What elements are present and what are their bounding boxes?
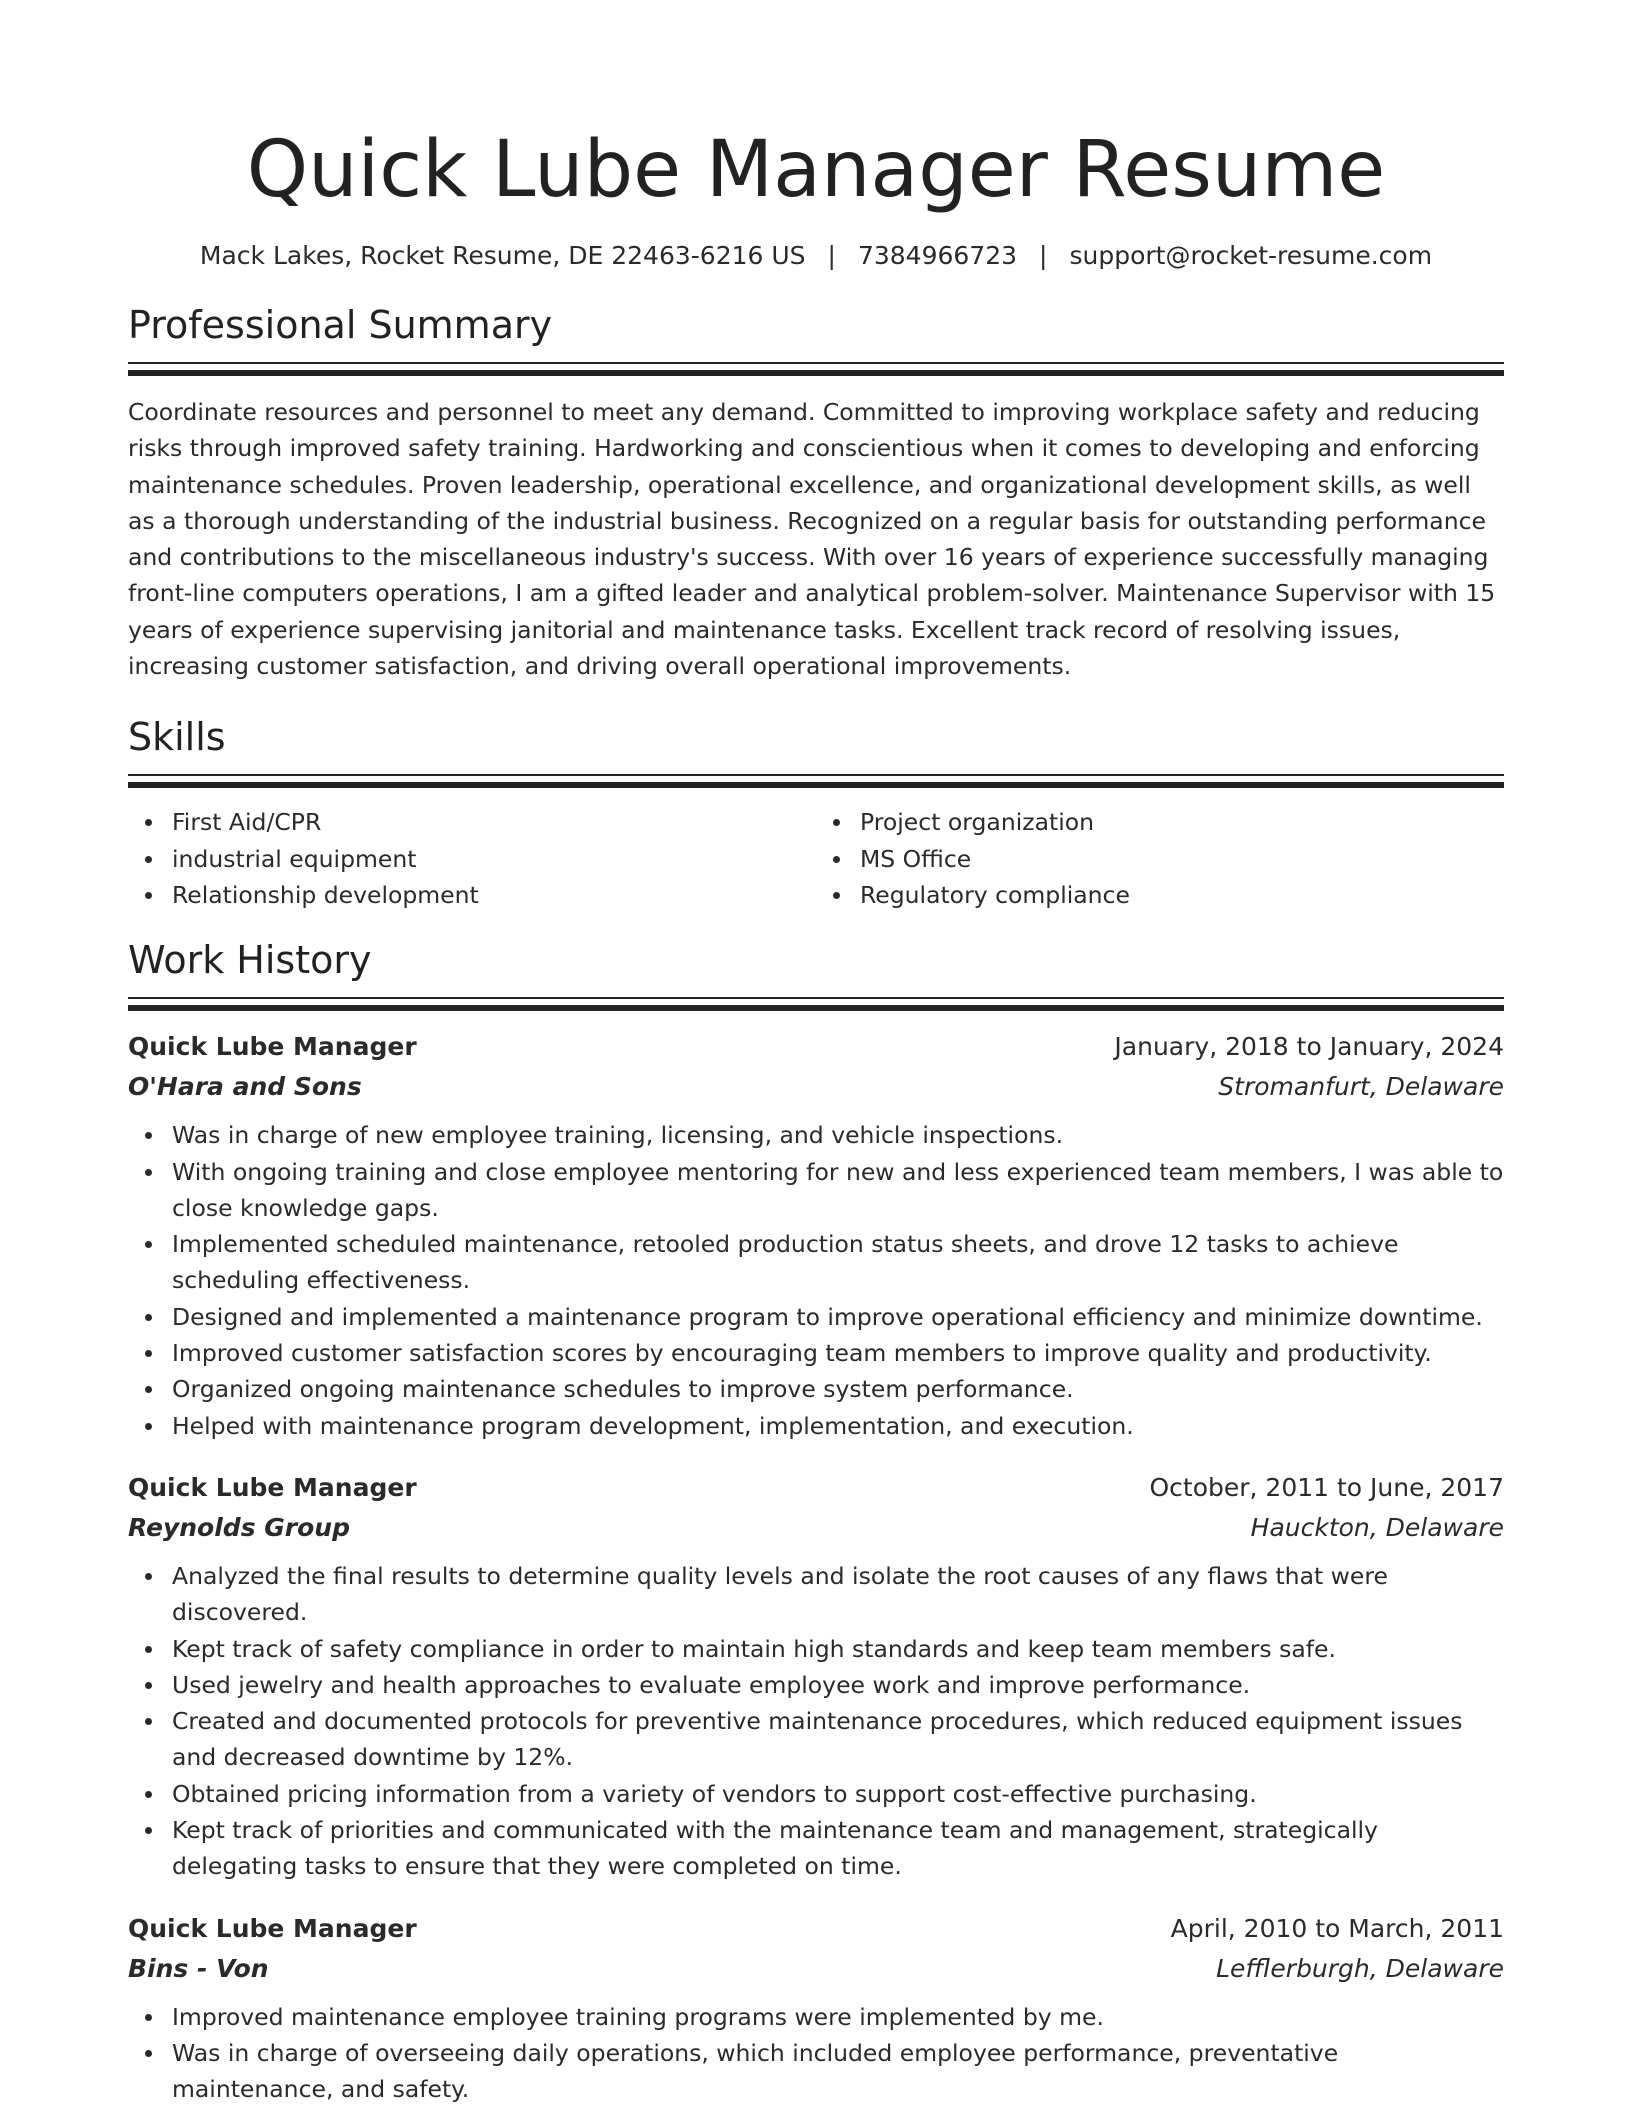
- job-bullets: [128, 1117, 1504, 1444]
- job-bullets: [128, 1999, 1504, 2108]
- skill-item: industrial equipment: [172, 841, 816, 877]
- section-divider: [128, 997, 1504, 999]
- job-bullet: Was in charge of overseeing daily operations, which included employee performance, preventative maintenance, and safety.: [172, 2035, 1504, 2108]
- contact-separator: |: [1039, 241, 1048, 270]
- skills-column-right: [816, 804, 1504, 913]
- contact-phone: 7384966723: [857, 241, 1018, 270]
- job-dates: January, 2018 to January, 2024: [1114, 1032, 1504, 1062]
- work-history-section: [128, 935, 1504, 2107]
- job-location: Stromanfurt, Delaware: [1218, 1072, 1504, 1102]
- skills-column-left: [128, 804, 816, 913]
- job-bullet: Designed and implemented a maintenance program to improve operational efficiency and minimize downtime.: [172, 1299, 1504, 1335]
- skills-heading: Skills: [128, 715, 226, 760]
- job-title: Quick Lube Manager: [128, 1913, 417, 1943]
- job-bullet: Improved maintenance employee training programs were implemented by me.: [172, 1999, 1504, 2035]
- job-bullet: Kept track of priorities and communicated with the maintenance team and management, strategically delegating tasks to ensure that they were completed on time.: [172, 1812, 1504, 1885]
- contact-line: [128, 238, 1504, 274]
- summary-heading: Professional Summary: [128, 303, 553, 347]
- job-location: Hauckton, Delaware: [1250, 1512, 1504, 1542]
- skills-list-right: [860, 804, 1504, 913]
- job-bullet: Helped with maintenance program development, implementation, and execution.: [172, 1408, 1504, 1444]
- job-dates: April, 2010 to March, 2011: [1170, 1913, 1504, 1943]
- job-bullet: Implemented scheduled maintenance, retooled production status sheets, and drove 12 tasks to achieve scheduling effectiveness.: [172, 1226, 1504, 1299]
- job-entry: [128, 1027, 1504, 1444]
- contact-address: Mack Lakes, Rocket Resume, DE 22463-6216 US: [199, 241, 806, 270]
- contact-separator: |: [827, 241, 836, 270]
- job-bullets: [128, 1558, 1504, 1885]
- skill-item: Regulatory compliance: [860, 877, 1504, 913]
- job-bullet: Created and documented protocols for preventive maintenance procedures, which reduced equipment issues and decreased downtime by 12%.: [172, 1703, 1504, 1776]
- skill-item: MS Office: [860, 841, 1504, 877]
- summary-section: [128, 300, 1504, 684]
- job-header-row: [128, 1027, 1504, 1067]
- section-divider: [128, 370, 1504, 376]
- skills-grid: [128, 804, 1504, 913]
- job-bullet: Kept track of safety compliance in order to maintain high standards and keep team members safe.: [172, 1631, 1504, 1667]
- job-company: O'Hara and Sons: [128, 1072, 362, 1102]
- contact-email: support@rocket-resume.com: [1069, 241, 1433, 270]
- summary-text: Coordinate resources and personnel to meet any demand. Committed to improving workplace safety and reducing risks through improved safety training. Hardworking and conscientious when it comes to developing and enforcing maintenance schedules. Proven leadership, operational excellence, and organizational development skills, as well as a thorough understanding of the industrial business. Recognized on a regular basis for outstanding performance and contributions to the miscellaneous industry's success. With over 16 years of experience successfully managing front-line computers operations, I am a gifted leader and analytical problem-solver. Maintenance Supervisor with 15 years of experience supervising janitorial and maintenance tasks. Excellent track record of resolving issues, increasing customer satisfaction, and driving overall operational improvements.: [128, 398, 1496, 681]
- resume-page: [128, 0, 1504, 2108]
- job-bullet: Used jewelry and health approaches to evaluate employee work and improve performance.: [172, 1667, 1504, 1703]
- job-header-row: [128, 1909, 1504, 1949]
- job-entry: [128, 1909, 1504, 2108]
- job-bullet: Obtained pricing information from a variety of vendors to support cost-effective purchasing.: [172, 1776, 1504, 1812]
- job-bullet: Organized ongoing maintenance schedules to improve system performance.: [172, 1371, 1504, 1407]
- job-bullet: Analyzed the final results to determine quality levels and isolate the root causes of any flaws that were discovered.: [172, 1558, 1504, 1631]
- work-history-heading: Work History: [128, 938, 372, 983]
- job-company-row: [128, 1949, 1504, 1989]
- skill-item: Project organization: [860, 804, 1504, 840]
- job-company-row: [128, 1067, 1504, 1107]
- job-bullet: With ongoing training and close employee mentoring for new and less experienced team members, I was able to close knowledge gaps.: [172, 1154, 1504, 1227]
- job-bullet: Improved customer satisfaction scores by encouraging team members to improve quality and productivity.: [172, 1335, 1504, 1371]
- job-bullet: Was in charge of new employee training, licensing, and vehicle inspections.: [172, 1117, 1504, 1153]
- job-company: Reynolds Group: [128, 1512, 350, 1542]
- job-title: Quick Lube Manager: [128, 1472, 417, 1502]
- job-title: Quick Lube Manager: [128, 1032, 417, 1062]
- job-company: Bins - Von: [128, 1953, 269, 1983]
- job-company-row: [128, 1508, 1504, 1548]
- skills-list-left: [172, 804, 816, 913]
- section-divider: [128, 362, 1504, 364]
- job-header-row: [128, 1468, 1504, 1508]
- resume-title: Quick Lube Manager Resume: [246, 125, 1386, 215]
- skills-section: [128, 712, 1504, 913]
- section-divider: [128, 1005, 1504, 1011]
- job-location: Lefflerburgh, Delaware: [1216, 1953, 1504, 1983]
- section-divider: [128, 774, 1504, 776]
- skill-item: Relationship development: [172, 877, 816, 913]
- section-divider: [128, 782, 1504, 788]
- job-entry: [128, 1468, 1504, 1885]
- job-dates: October, 2011 to June, 2017: [1149, 1472, 1504, 1502]
- skill-item: First Aid/CPR: [172, 804, 816, 840]
